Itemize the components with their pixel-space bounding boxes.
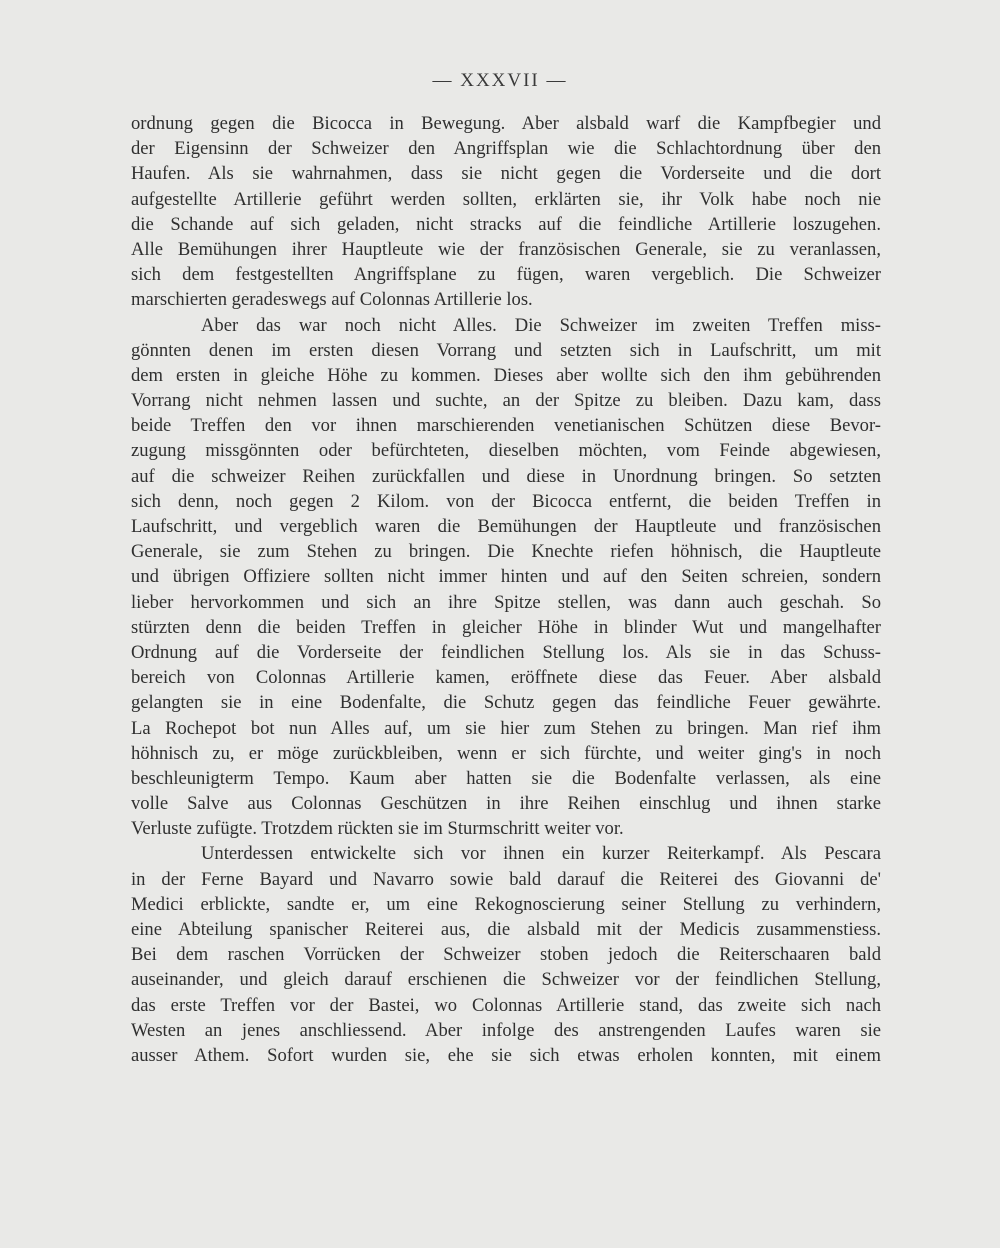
text-line: gelangten sie in eine Bodenfalte, die Schutz gegen das feindliche Feuer gewährte. bbox=[131, 692, 881, 714]
text-line: sich denn, noch gegen 2 Kilom. von der Bicocca entfernt, die beiden Treffen in bbox=[131, 490, 881, 512]
paragraph bbox=[131, 841, 881, 1068]
text-line: zugung missgönnten oder befürchteten, dieselben möchten, vom Feinde abgewiesen, bbox=[131, 440, 881, 462]
text-line: aufgestellte Artillerie geführt werden sollten, erklärten sie, ihr Volk habe noch nie bbox=[131, 188, 881, 210]
text-line: dem ersten in gleiche Höhe zu kommen. Dieses aber wollte sich den ihm gebührenden bbox=[131, 364, 881, 386]
text-line: Laufschritt, und vergeblich waren die Bemühungen der Hauptleute und französischen bbox=[131, 516, 881, 537]
text-line: Haufen. Als sie wahrnahmen, dass sie nicht gegen die Vorderseite und die dort bbox=[131, 163, 881, 185]
text-line: und übrigen Offiziere sollten nicht immer hinten und auf den Seiten schreien, sondern bbox=[131, 566, 881, 588]
text-line: höhnisch zu, er möge zurückbleiben, wenn er sich fürchte, und weiter ging's in noch bbox=[131, 742, 881, 764]
text-line: auseinander, und gleich darauf erschienen die Schweizer vor der feindlichen Stellung, bbox=[131, 969, 881, 991]
text-line: stürzten denn die beiden Treffen in gleicher Höhe in blinder Wut und mangelhafter bbox=[131, 616, 881, 638]
text-line: der Eigensinn der Schweizer den Angriffsplan wie die Schlachtordnung über den bbox=[131, 138, 881, 160]
text-line: Generale, sie zum Stehen zu bringen. Die Knechte riefen höhnisch, die Hauptleute bbox=[131, 541, 881, 563]
text-line: Bei dem raschen Vorrücken der Schweizer stoben jedoch die Reiterschaaren bald bbox=[131, 944, 881, 966]
text-line: marschierten geradeswegs auf Colonnas Artillerie los. bbox=[131, 289, 533, 311]
page-number: — XXXVII — bbox=[432, 70, 568, 91]
text-line: beide Treffen den vor ihnen marschierenden venetianischen Schützen diese Bevor- bbox=[131, 415, 881, 437]
text-line: lieber hervorkommen und sich an ihre Spitze stellen, was dann auch geschah. So bbox=[131, 591, 881, 613]
paragraph bbox=[131, 111, 881, 313]
text-line: Westen an jenes anschliessend. Aber infolge des anstrengenden Laufes waren sie bbox=[131, 1019, 881, 1041]
text-line: ordnung gegen die Bicocca in Bewegung. Aber alsbald warf die Kampfbegier und bbox=[131, 113, 881, 134]
text-line: gönnten denen im ersten diesen Vorrang und setzten sich in Laufschritt, um mit bbox=[131, 339, 881, 361]
text-line: Verluste zufügte. Trotzdem rückten sie im Sturmschritt weiter vor. bbox=[131, 818, 624, 840]
text-line: Aber das war noch nicht Alles. Die Schweizer im zweiten Treffen miss- bbox=[201, 314, 881, 336]
text-line: Unterdessen entwickelte sich vor ihnen ein kurzer Reiterkampf. Als Pescara bbox=[201, 843, 881, 865]
text-line: das erste Treffen vor der Bastei, wo Colonnas Artillerie stand, das zweite sich nach bbox=[131, 994, 881, 1016]
text-line: Alle Bemühungen ihrer Hauptleute wie der französischen Generale, sie zu veranlassen, bbox=[131, 238, 881, 260]
text-line: eine Abteilung spanischer Reiterei aus, die alsbald mit der Medicis zusammenstiess. bbox=[131, 919, 881, 940]
text-line: volle Salve aus Colonnas Geschützen in ihre Reihen einschlug und ihnen starke bbox=[131, 793, 881, 815]
text-line: auf die schweizer Reihen zurückfallen und diese in Unordnung bringen. So setzten bbox=[131, 465, 881, 487]
text-line: ausser Athem. Sofort wurden sie, ehe sie sich etwas erholen konnten, mit einem bbox=[131, 1044, 881, 1066]
body-text bbox=[131, 111, 881, 1068]
text-line: in der Ferne Bayard und Navarro sowie bald darauf die Reiterei des Giovanni de' bbox=[131, 868, 881, 890]
text-line: Ordnung auf die Vorderseite der feindlichen Stellung los. Als sie in das Schuss- bbox=[131, 641, 881, 663]
text-line: die Schande auf sich geladen, nicht stracks auf die feindliche Artillerie loszugehen. bbox=[131, 213, 881, 235]
text-line: La Rochepot bot nun Alles auf, um sie hier zum Stehen zu bringen. Man rief ihm bbox=[131, 717, 881, 739]
text-line: bereich von Colonnas Artillerie kamen, eröffnete diese das Feuer. Aber alsbald bbox=[131, 667, 881, 689]
text-line: beschleunigterm Tempo. Kaum aber hatten sie die Bodenfalte verlassen, als eine bbox=[131, 767, 881, 789]
text-line: Medici erblickte, sandte er, um eine Rekognoscierung seiner Stellung zu verhindern, bbox=[131, 893, 881, 915]
text-line: sich dem festgestellten Angriffsplane zu fügen, waren vergeblich. Die Schweizer bbox=[131, 264, 881, 286]
text-line: Vorrang nicht nehmen lassen und suchte, an der Spitze zu bleiben. Dazu kam, dass bbox=[131, 390, 881, 412]
paragraph bbox=[131, 313, 881, 842]
